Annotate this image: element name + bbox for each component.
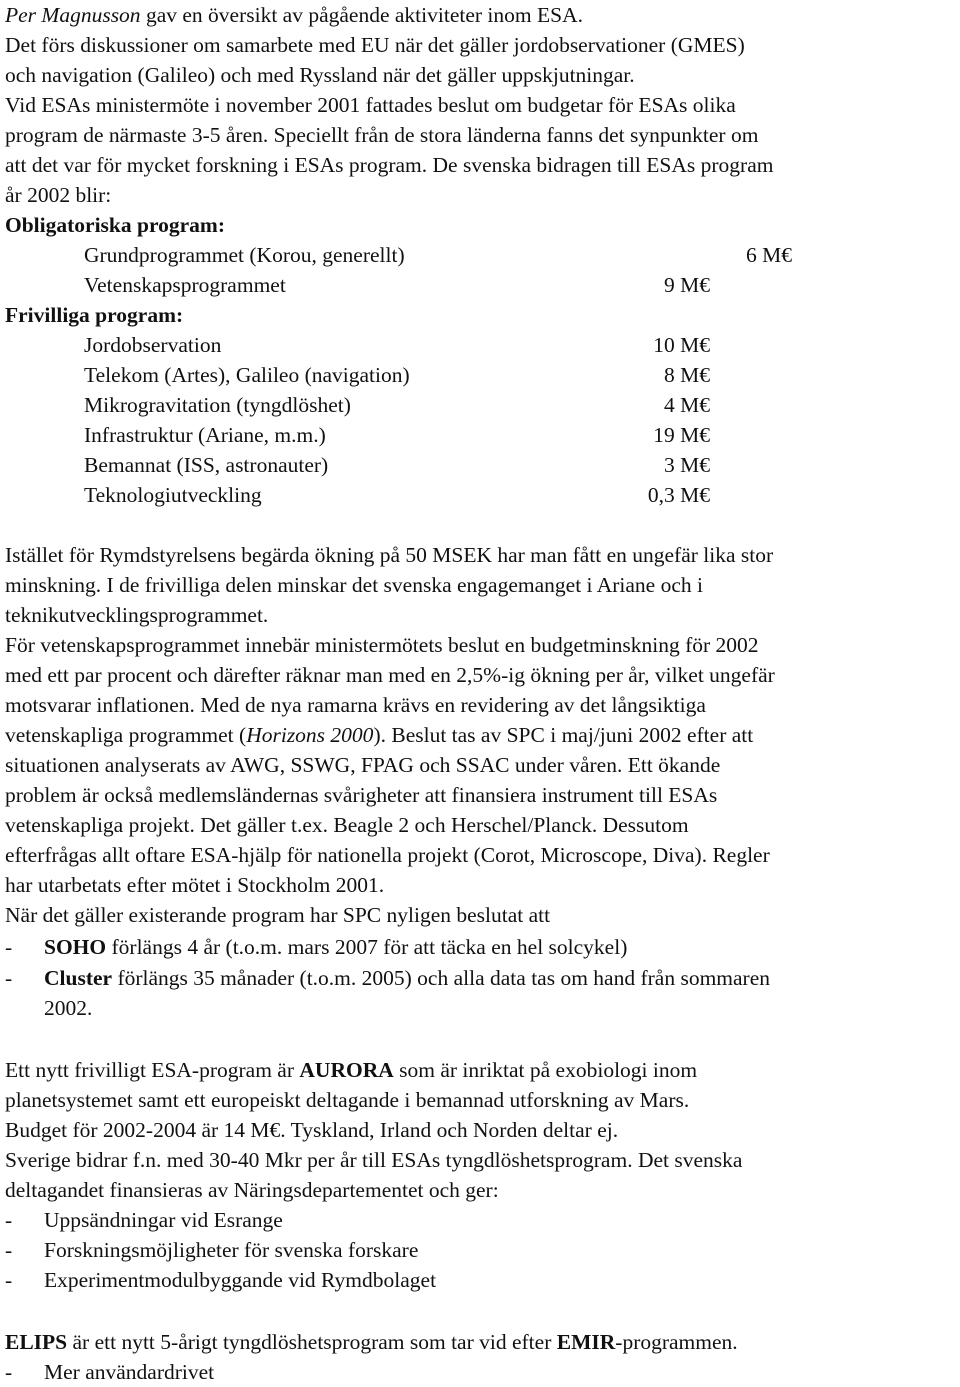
speaker-name: Per Magnusson: [5, 3, 141, 27]
para3-line-1: med ett par procent och därefter räknar man med en 2,5%-ig ökning per år, vilket ungefär: [5, 663, 775, 687]
bullet-dash: -: [5, 966, 13, 990]
intro-line-3: Vid ESAs ministermöte i november 2001 fattades beslut om budgetar för ESAs olika: [5, 93, 736, 117]
spc-cluster-item: Cluster förlängs 35 månader (t.o.m. 2005) och alla data tas om hand från sommaren: [44, 966, 771, 990]
budget-item-label: Vetenskapsprogrammet: [84, 273, 286, 297]
para3-line-2: motsvarar inflationen. Med de nya ramarna krävs en revidering av det långsiktiga: [5, 693, 706, 717]
budget-item-label: Grundprogrammet (Korou, generellt): [84, 243, 405, 267]
bullet-dash: -: [5, 1238, 13, 1262]
aurora-line-0: Ett nytt frivilligt ESA-program är AURORA som är inriktat på exobiologi inom: [5, 1058, 698, 1082]
intro-line-1: Det förs diskussioner om samarbete med EU när det gäller jordobservationer (GMES): [5, 33, 745, 57]
aurora-line-2: Budget för 2002-2004 är 14 M€. Tyskland, Irland och Norden deltar ej.: [5, 1118, 619, 1142]
aurora-bullet: Experimentmodulbyggande vid Rymdbolaget: [44, 1268, 437, 1292]
budget-item-amount: 8 M€: [664, 363, 710, 387]
obligatory-heading: Obligatoriska program:: [5, 213, 225, 237]
para3-line-7: efterfrågas allt oftare ESA-hjälp för nationella projekt (Corot, Microscope, Diva). Regler: [5, 843, 770, 867]
cluster-label: Cluster: [44, 966, 113, 990]
budget-item-amount: 19 M€: [653, 423, 710, 447]
para3-line-3: vetenskapliga programmet (Horizons 2000). Beslut tas av SPC i maj/juni 2002 efter att: [5, 723, 754, 747]
para2-line-1: minskning. I de frivilliga delen minskar det svenska engagemanget i Ariane och i: [5, 573, 703, 597]
aurora-bullet: Forskningsmöjligheter för svenska forskare: [44, 1238, 419, 1262]
para2-line-0: Istället för Rymdstyrelsens begärda ökning på 50 MSEK har man fått en ungefär lika stor: [5, 543, 774, 567]
spc-intro: När det gäller existerande program har SPC nyligen beslutat att: [5, 903, 551, 927]
aurora-line-3: Sverige bidrar f.n. med 30-40 Mkr per år till ESAs tyngdlöshetsprogram. Det svenska: [5, 1148, 743, 1172]
para3-line-4: situationen analyserats av AWG, SSWG, FPAG och SSAC under våren. Ett ökande: [5, 753, 721, 777]
budget-item-label: Infrastruktur (Ariane, m.m.): [84, 423, 326, 447]
budget-item-label: Telekom (Artes), Galileo (navigation): [84, 363, 410, 387]
elips-label: ELIPS: [5, 1330, 68, 1354]
budget-item-amount: 3 M€: [664, 453, 710, 477]
budget-item-amount: 0,3 M€: [647, 483, 710, 507]
budget-item-amount: 10 M€: [653, 333, 710, 357]
intro-line-0: Per Magnusson gav en översikt av pågående aktiviteter inom ESA.: [5, 3, 583, 27]
para3-line-6: vetenskapliga projekt. Det gäller t.ex. Beagle 2 och Herschel/Planck. Dessutom: [5, 813, 689, 837]
aurora-line-1: planetsystemet samt ett europeiskt deltagande i bemannad utforskning av Mars.: [5, 1088, 690, 1112]
spc-cluster-cont: 2002.: [44, 996, 93, 1020]
para2-line-2: teknikutvecklingsprogrammet.: [5, 603, 269, 627]
emir-label: EMIR: [556, 1330, 616, 1354]
optional-heading: Frivilliga program:: [5, 303, 184, 327]
aurora-label: AURORA: [299, 1058, 394, 1082]
budget-item-label: Bemannat (ISS, astronauter): [84, 453, 329, 477]
horizons-title: Horizons 2000: [246, 723, 374, 747]
bullet-dash: -: [5, 935, 13, 959]
spc-soho-item: SOHO förlängs 4 år (t.o.m. mars 2007 för att täcka en hel solcykel): [44, 935, 628, 959]
budget-item-amount: 9 M€: [664, 273, 710, 297]
intro-line-5: att det var för mycket forskning i ESAs program. De svenska bidragen till ESAs program: [5, 153, 774, 177]
elips-bullet: Mer användardrivet: [44, 1360, 215, 1384]
budget-item-amount: 4 M€: [664, 393, 710, 417]
para3-line-0: För vetenskapsprogrammet innebär ministermötets beslut en budgetminskning för 2002: [5, 633, 759, 657]
soho-label: SOHO: [44, 935, 107, 959]
intro-line-2: och navigation (Galileo) och med Ryssland när det gäller uppskjutningar.: [5, 63, 635, 87]
elips-line: ELIPS är ett nytt 5-årigt tyngdlöshetsprogram som tar vid efter EMIR-programmen.: [5, 1330, 738, 1354]
budget-item-label: Jordobservation: [84, 333, 222, 357]
bullet-dash: -: [5, 1208, 13, 1232]
budget-item-label: Teknologiutveckling: [84, 483, 262, 507]
budget-item-label: Mikrogravitation (tyngdlöshet): [84, 393, 351, 417]
aurora-line-4: deltagandet finansieras av Näringsdepartementet och ger:: [5, 1178, 499, 1202]
aurora-bullet: Uppsändningar vid Esrange: [44, 1208, 283, 1232]
bullet-dash: -: [5, 1360, 13, 1384]
para3-line-5: problem är också medlemsländernas svårigheter att finansiera instrument till ESAs: [5, 783, 718, 807]
budget-item-amount: 6 M€: [746, 243, 792, 267]
bullet-dash: -: [5, 1268, 13, 1292]
intro-line-4: program de närmaste 3-5 åren. Speciellt från de stora länderna fanns det synpunkter om: [5, 123, 759, 147]
para3-line-8: har utarbetats efter mötet i Stockholm 2001.: [5, 873, 385, 897]
intro-line-6: år 2002 blir:: [5, 183, 112, 207]
